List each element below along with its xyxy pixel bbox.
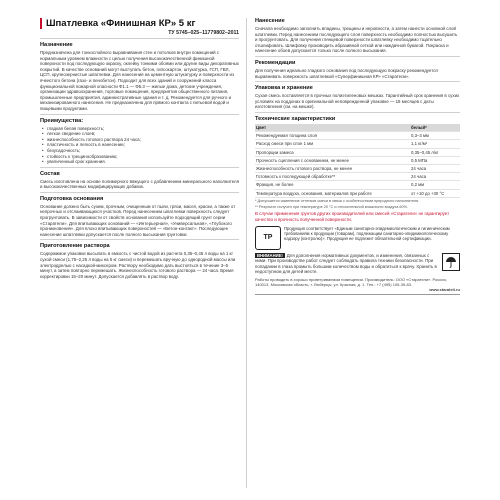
producer-text: Работы проводить в хорошо проветриваемом помещении. Производитель: ООО «Старатели». Россия, 140013, Московская область, г. Люберцы, ул. Красная, д. 1. Тел.: +7 (495) 105-39-83. (255, 276, 447, 287)
certification-mark: ТР (263, 234, 273, 242)
advantages-heading: Преимущества: (40, 117, 84, 124)
site-link[interactable]: www.starateli.ru (429, 286, 460, 292)
warning-text: В случае применения грунтов других производителей или смесей «Старатели» не гарантирует качество и прочность полученной поверхности. (255, 211, 450, 222)
tech-value: 0,2 мм (410, 181, 460, 189)
table-row (255, 124, 460, 132)
table-row (255, 181, 460, 189)
tech-name: Температура воздуха, основания, материалов при работе (255, 189, 410, 197)
tech-value: 0,35–0,45 л/кг (410, 148, 460, 156)
tech-value: 24 часа (410, 173, 460, 181)
divider (40, 114, 239, 115)
divider (40, 239, 239, 240)
application-heading: Нанесение (255, 18, 285, 24)
tech-value: 1,1 кг/м² (410, 140, 460, 148)
right-column (255, 18, 460, 295)
mortar-heading: Приготовление раствора (40, 243, 110, 250)
table-row (255, 156, 460, 164)
purpose-text: Предназначена для тонкослойного выравнивания стен и потолков внутри помещений с нормальным уровнем влажности с целью получения высококачественной финишной поверхности под последующую окраску, оклейку тонкими обоями или другие виды декоративных покрытий. В качестве оснований могут выступать бетон, гипсокартон, штукатурка, ГСП, ГВЛ, ЦСП, крупнозернистые шпатлевки. Для нанесения на цементную штукатурку и поверхности из ячеистого бетона (газо- и пенобетон). Подходит для всех зданий и сооружений класса функциональной пожарной опасности Ф1.1 — Ф5.3 — жилые дома, детские учреждения, организации здравоохранения, торговые помещения, предприятия общественного питания, промышленные предприятия, административные здания и т. д. Рекомендуется для ручного и механизированного нанесения. Не предназначена для прямого контакта с питьевой водой и пищевыми продуктами. (40, 50, 239, 111)
tech-value: 0,5 МПа (410, 156, 460, 164)
title-block (40, 18, 239, 29)
divider (40, 167, 239, 168)
list-item: • пластичность и легкость в нанесении; (47, 142, 239, 148)
certification-body (284, 226, 460, 250)
tech-table (255, 124, 460, 198)
table-row (255, 140, 460, 148)
table-row (255, 164, 460, 172)
tech-name: Готовность к последующей обработке** (255, 173, 410, 181)
composition-heading: Состав (40, 170, 60, 177)
prep-heading: Подготовка основания (40, 195, 104, 202)
list-item: • легкое сведение слоев; (47, 131, 239, 137)
list-item: • безусадочность; (47, 148, 239, 154)
standard-code: ТУ 5745–025–11779802–2011 (168, 30, 239, 36)
list-item: • увеличенный срок хранения. (47, 159, 239, 165)
table-row (255, 132, 460, 140)
storage-heading: Упаковка и хранение (255, 85, 313, 92)
mortar-text: Содержимое упаковки высыпать в емкость с чистой водой из расчета 0,35–0,45 л воды на 1 кг сухой смеси (1,75–2,25 л воды на 5 кг смеси) и перемешать вручную до однородной массы или электродрелью с насадкой-миксером. Раствору необходимо дать выстояться в течение 3–5 минут, а затем повторно перемешать. Жизнеспособность готового раствора — 24 часа. Время корректировки 15–20 минут. Допускается добавлять в раствор воду. (40, 251, 236, 279)
attention-badge: ВНИМАНИЕ! (257, 252, 283, 258)
storage-text: Сухая смесь поставляется в прочных полиэтиленовых мешках. Гарантийный срок хранения в сухих условиях на поддонах в оригинальной неповрежденной упаковке — 18 месяцев с даты изготовления (см. на мешке). (255, 93, 460, 110)
certification-logo (255, 226, 281, 250)
column-divider (246, 18, 247, 488)
list-item: • стойкость к трещинообразованию; (47, 154, 239, 160)
tech-name: Жизнеспособность готового раствора, не менее (255, 164, 410, 172)
safety-body (255, 253, 439, 275)
divider (255, 294, 460, 295)
purpose-heading: Назначение (40, 42, 73, 48)
prep-text: Основание должно быть сухим, прочным, очищенным от пыли, грязи, масел, краски, а также от непрочных и отслаивающихся участков. Перед нанесением шпатлевки поверхность следует прогрунтовать. В зависимости от свойств основания используйте подходящий грунт серии «Старатели». Для впитывающих оснований — «Интерьерная», «Универсальная», «Глубокого проникновения». Для плохо впитывающих поверхностей — «Бетон-контакт». Последующее нанесение шпатлевки допускается после полного высыхания грунтовки. (40, 203, 236, 237)
product-sheet (40, 18, 460, 488)
table-row (255, 148, 460, 156)
footnote: ** Результат получен при температуре 20 °С и относительной влажности воздуха 60%. (255, 204, 409, 209)
divider (255, 56, 460, 57)
table-row (255, 173, 460, 181)
left-column (40, 18, 239, 279)
tech-value: от +10 до +30 °С (410, 189, 460, 197)
footnote: * Допускается изменение оттенков смеси в связи с особенностями природного наполнителя. (255, 198, 420, 203)
tech-name: Рекомендуемая толщина слоя (255, 132, 410, 140)
product-title: Шпатлевка «Финишная КР» 5 кг (46, 18, 196, 29)
list-item: • гладкая белая поверхность; (47, 126, 239, 132)
divider (40, 192, 239, 193)
list-item: • жизнеспособность готового раствора 24 часа; (47, 137, 239, 143)
tech-name: Цвет (255, 124, 410, 132)
safety-text: Для дополнения нормативных документов, и изменения, связанных с ними. При производстве работ следует соблюдать правила техники безопасности. При попадании в глаза промыть большим количеством воды и обратиться к врачу. Хранить в недоступном для детей месте. (255, 252, 437, 275)
recommend-heading: Рекомендации (255, 59, 296, 66)
recommend-text: Для получения идеально гладкого основания под последующую покраску рекомендуется выравнивать поверхность шпатлевкой «Суперфинишная КР» «Старатели». (255, 67, 438, 79)
tech-name: Пропорции замеса (255, 148, 410, 156)
tech-name: Расход смеси при слое 1 мм (255, 140, 410, 148)
tech-heading: Технические характеристики (255, 115, 336, 122)
divider (255, 112, 460, 113)
tech-name: Фракция, не более (255, 181, 410, 189)
umbrella-icon (442, 253, 460, 271)
safety-block (255, 253, 460, 275)
divider (40, 38, 239, 39)
tech-value: белый* (410, 124, 460, 132)
divider (255, 81, 460, 82)
certification-text: Продукция соответствует «Единым санитарно-эпидемиологическим и гигиеническим требованиям к продукции (товарам), подлежащим санитарно-эпидемиологическому надзору (контролю)». Продукция не подлежит обязательной сертификации. (284, 225, 450, 241)
tech-value: 0,3–3 мм (410, 132, 460, 140)
application-text: Сначала необходимо заполнить впадины, трещины и неровности, а затем нанести основной слой шпатлевки. Перед нанесением последующего слоя поверхность необходимо полностью высушить и прогрунтовать. Для получения глянцевой поверхности шпатлевку необходимо тщательно отшлифовать. Шлифовку производить абразивной сеткой или наждачной бумагой. Покраска и нанесение обоев допускается только после полного высыхания. (255, 26, 458, 54)
advantages-list (40, 126, 239, 165)
tech-name: Прочность сцепления с основанием, не менее (255, 156, 410, 164)
producer-block (255, 277, 460, 292)
certification-block (255, 226, 460, 250)
tech-value: 24 часа (410, 164, 460, 172)
composition-text: Смесь изготовлена на основе полимерного вяжущего с добавлением минерального наполнителя и высококачественных модифицирующих добавок. (40, 178, 239, 190)
table-row (255, 189, 460, 197)
